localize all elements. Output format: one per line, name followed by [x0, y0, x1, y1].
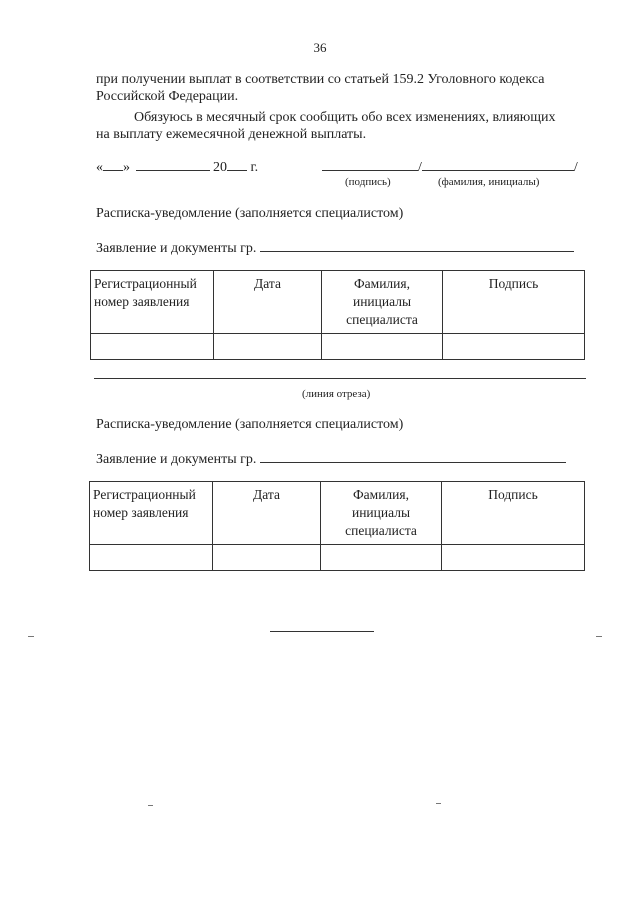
applicant-blank: [260, 239, 574, 252]
body-line-2: Российской Федерации.: [96, 89, 239, 104]
body-line-3: Обязуюсь в месячный срок сообщить обо всех изменениях, влияющих: [134, 110, 556, 125]
body-line-1: при получении выплат в соответствии со статьей 159.2 Уголовного кодекса: [96, 72, 545, 87]
scan-speck: [436, 803, 441, 804]
header-date: Дата: [214, 271, 322, 334]
applicant-label: Заявление и документы гр.: [96, 241, 257, 256]
table-header-row: [91, 271, 585, 334]
year-blank: [227, 158, 247, 171]
applicant-blank: [260, 450, 566, 463]
cell-signature: [443, 334, 585, 360]
date-field: [96, 158, 258, 176]
slash-right: /: [573, 160, 578, 175]
signature-field: [322, 158, 578, 176]
applicant-label: Заявление и документы гр.: [96, 452, 257, 467]
receipt-1-applicant: [96, 239, 574, 257]
body-line-4: на выплату ежемесячной денежной выплаты.: [96, 127, 367, 142]
header-specialist: Фамилия, инициалы специалиста: [321, 482, 442, 545]
scan-speck: [28, 636, 34, 637]
day-blank: [103, 158, 123, 171]
header-date: Дата: [213, 482, 321, 545]
receipt-2-applicant: [96, 450, 566, 468]
close-quote: »: [123, 160, 130, 175]
cell-date: [214, 334, 322, 360]
caption-name: (фамилия, инициалы): [438, 176, 540, 188]
scan-speck: [596, 636, 602, 637]
slash-left: /: [418, 160, 422, 175]
name-blank: [422, 158, 574, 171]
month-blank: [136, 158, 210, 171]
header-signature: Подпись: [442, 482, 585, 545]
cell-reg-number: [91, 334, 214, 360]
header-reg-number: Регистрационный номер заявления: [90, 482, 213, 545]
cut-line: [94, 378, 586, 379]
caption-signature: (подпись): [345, 176, 391, 188]
scan-speck: [148, 805, 153, 806]
cell-signature: [442, 545, 585, 571]
header-signature: Подпись: [443, 271, 585, 334]
end-rule: [270, 631, 374, 632]
receipt-2-title: Расписка-уведомление (заполняется специалистом): [96, 417, 404, 432]
table-row: [90, 545, 585, 571]
table-header-row: [90, 482, 585, 545]
open-quote: «: [96, 160, 103, 175]
cell-date: [213, 545, 321, 571]
signature-blank: [322, 158, 418, 171]
cell-reg-number: [90, 545, 213, 571]
header-reg-number: Регистрационный номер заявления: [91, 271, 214, 334]
table-row: [91, 334, 585, 360]
cell-specialist: [321, 545, 442, 571]
cut-line-label: (линия отреза): [302, 388, 371, 400]
page-number: 36: [313, 40, 327, 55]
year-prefix: 20: [213, 160, 227, 175]
receipt-1-title: Расписка-уведомление (заполняется специалистом): [96, 206, 404, 221]
cell-specialist: [322, 334, 443, 360]
receipt-1-table: [90, 270, 585, 360]
header-specialist: Фамилия, инициалы специалиста: [322, 271, 443, 334]
receipt-2-table: [89, 481, 585, 571]
year-suffix: г.: [250, 160, 259, 175]
